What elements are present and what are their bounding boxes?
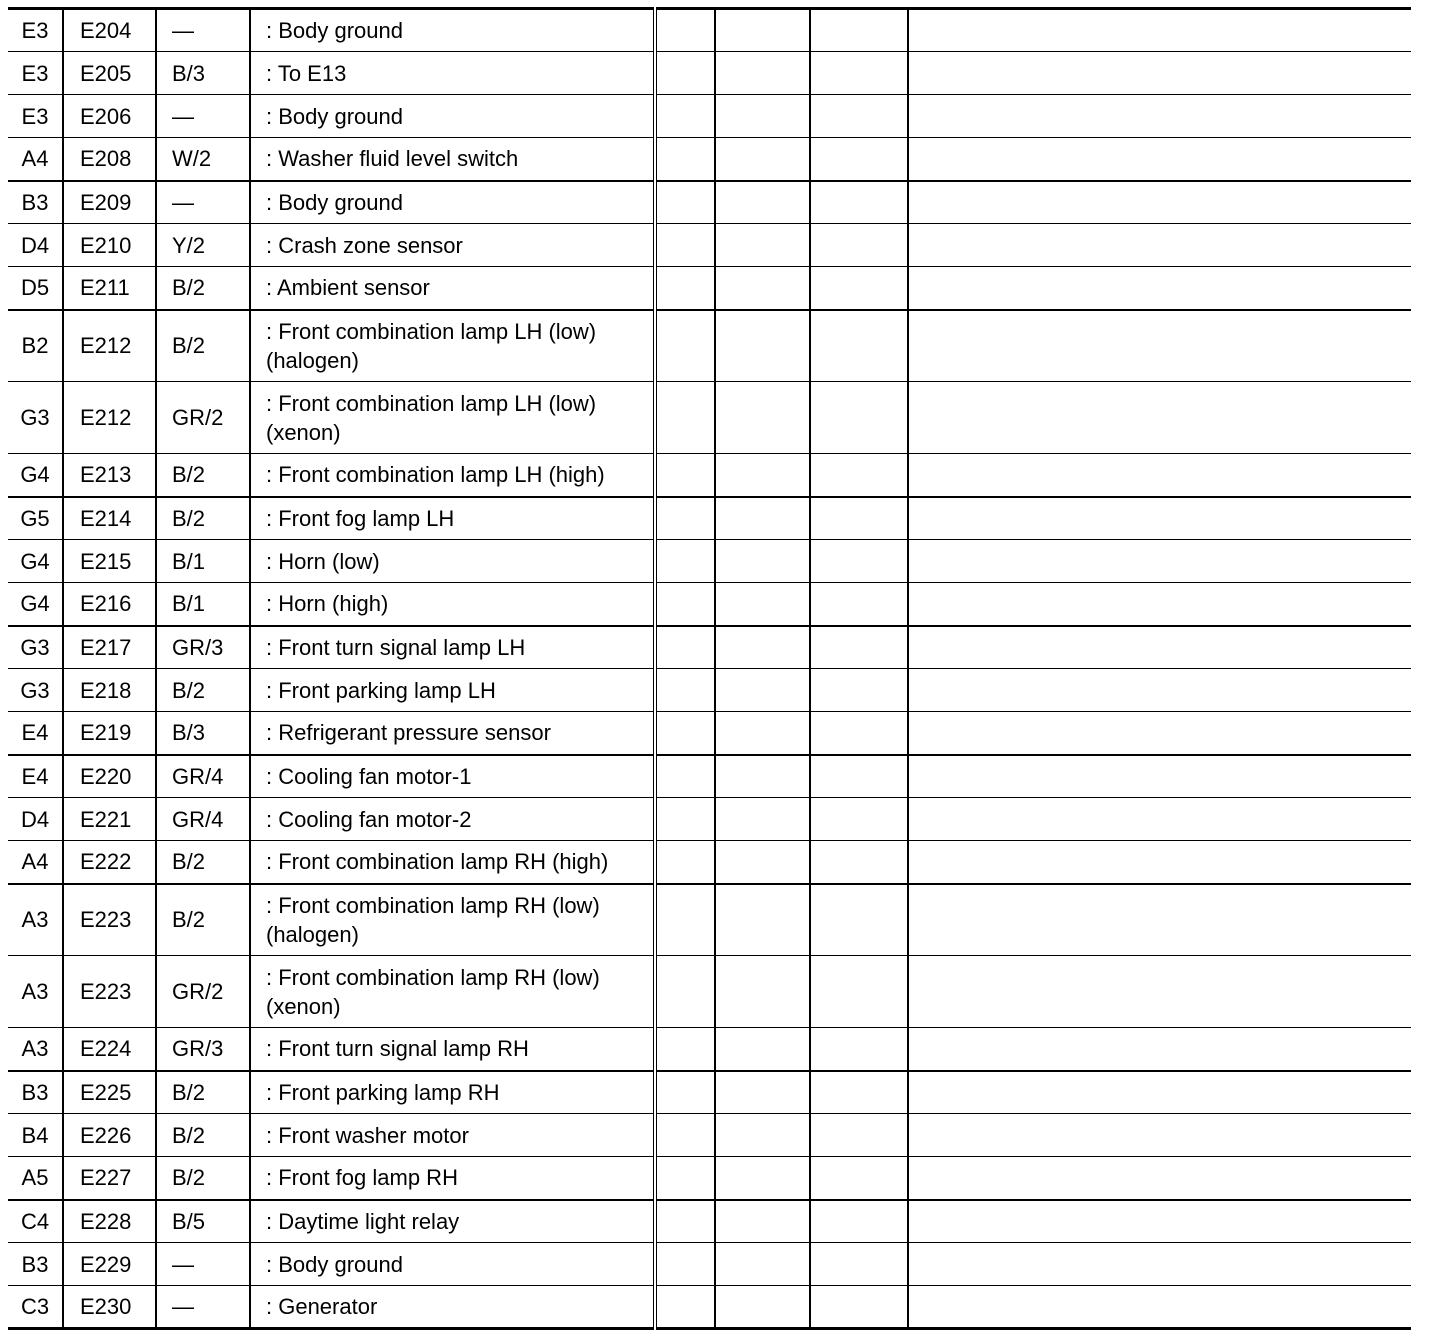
empty-cell bbox=[908, 1114, 1411, 1157]
description-cell bbox=[250, 884, 655, 956]
empty-cell bbox=[908, 9, 1411, 52]
grid-location-cell: A5 bbox=[8, 1157, 63, 1200]
connector-number-cell: E220 bbox=[63, 755, 156, 798]
grid-location-cell: G3 bbox=[8, 669, 63, 712]
table-row bbox=[8, 138, 1411, 181]
empty-cell bbox=[715, 669, 810, 712]
grid-location-cell: D4 bbox=[8, 798, 63, 841]
connector-number-cell: E223 bbox=[63, 956, 156, 1028]
grid-location-cell: G3 bbox=[8, 382, 63, 454]
empty-cell bbox=[810, 52, 908, 95]
empty-cell bbox=[715, 626, 810, 669]
empty-cell bbox=[810, 138, 908, 181]
description-line: : Crash zone sensor bbox=[266, 232, 463, 258]
description-line: (halogen) bbox=[266, 921, 359, 947]
empty-cell bbox=[908, 1157, 1411, 1200]
table-row bbox=[8, 884, 1411, 956]
table-row bbox=[8, 712, 1411, 755]
connector-color-cell: — bbox=[156, 181, 250, 224]
empty-cell bbox=[810, 224, 908, 267]
connector-number-cell: E204 bbox=[63, 9, 156, 52]
empty-cell bbox=[655, 454, 715, 497]
empty-cell bbox=[715, 9, 810, 52]
table-row bbox=[8, 95, 1411, 138]
grid-location-cell: A4 bbox=[8, 138, 63, 181]
connector-color-cell: — bbox=[156, 1286, 250, 1329]
empty-cell bbox=[655, 1200, 715, 1243]
description-line: : Refrigerant pressure sensor bbox=[266, 720, 551, 746]
empty-cell bbox=[908, 181, 1411, 224]
description-line: : Cooling fan motor-1 bbox=[266, 763, 472, 789]
empty-cell bbox=[810, 1071, 908, 1114]
table-row bbox=[8, 798, 1411, 841]
description-line: : Cooling fan motor-2 bbox=[266, 806, 472, 832]
connector-number-cell: E221 bbox=[63, 798, 156, 841]
grid-location-cell: A3 bbox=[8, 1028, 63, 1071]
grid-location-cell: E3 bbox=[8, 52, 63, 95]
empty-cell bbox=[715, 1157, 810, 1200]
empty-cell bbox=[908, 454, 1411, 497]
connector-number-cell: E215 bbox=[63, 540, 156, 583]
empty-cell bbox=[715, 798, 810, 841]
connector-number-cell: E206 bbox=[63, 95, 156, 138]
grid-location-cell: E4 bbox=[8, 755, 63, 798]
empty-cell bbox=[715, 1243, 810, 1286]
connector-color-cell: GR/3 bbox=[156, 626, 250, 669]
description-cell bbox=[250, 540, 655, 583]
description-cell bbox=[250, 1286, 655, 1329]
description-cell bbox=[250, 224, 655, 267]
grid-location-cell: E3 bbox=[8, 95, 63, 138]
connector-color-cell: B/2 bbox=[156, 310, 250, 382]
empty-cell bbox=[810, 1200, 908, 1243]
connector-color-cell: — bbox=[156, 95, 250, 138]
description-cell bbox=[250, 181, 655, 224]
empty-cell bbox=[715, 1286, 810, 1329]
empty-cell bbox=[810, 712, 908, 755]
empty-cell bbox=[908, 382, 1411, 454]
empty-cell bbox=[655, 9, 715, 52]
empty-cell bbox=[810, 310, 908, 382]
table-row bbox=[8, 382, 1411, 454]
grid-location-cell: A3 bbox=[8, 884, 63, 956]
connector-number-cell: E214 bbox=[63, 497, 156, 540]
empty-cell bbox=[715, 224, 810, 267]
description-cell bbox=[250, 52, 655, 95]
connector-number-cell: E210 bbox=[63, 224, 156, 267]
description-cell bbox=[250, 1200, 655, 1243]
connector-color-cell: Y/2 bbox=[156, 224, 250, 267]
description-cell bbox=[250, 454, 655, 497]
empty-cell bbox=[715, 755, 810, 798]
empty-cell bbox=[715, 267, 810, 310]
grid-location-cell: B3 bbox=[8, 181, 63, 224]
description-line: : Front parking lamp LH bbox=[266, 677, 496, 703]
empty-cell bbox=[655, 267, 715, 310]
grid-location-cell: E3 bbox=[8, 9, 63, 52]
empty-cell bbox=[715, 310, 810, 382]
grid-location-cell: C3 bbox=[8, 1286, 63, 1329]
description-line: : Body ground bbox=[266, 1251, 403, 1277]
empty-cell bbox=[655, 712, 715, 755]
connector-number-cell: E227 bbox=[63, 1157, 156, 1200]
empty-cell bbox=[908, 1286, 1411, 1329]
connector-color-cell: B/2 bbox=[156, 1157, 250, 1200]
empty-cell bbox=[908, 841, 1411, 884]
empty-cell bbox=[655, 755, 715, 798]
description-line: : Front parking lamp RH bbox=[266, 1079, 500, 1105]
empty-cell bbox=[810, 626, 908, 669]
table-row bbox=[8, 626, 1411, 669]
connector-color-cell: — bbox=[156, 1243, 250, 1286]
empty-cell bbox=[715, 841, 810, 884]
table-row bbox=[8, 755, 1411, 798]
empty-cell bbox=[810, 540, 908, 583]
connector-number-cell: E230 bbox=[63, 1286, 156, 1329]
empty-cell bbox=[810, 583, 908, 626]
connector-color-cell: B/2 bbox=[156, 669, 250, 712]
empty-cell bbox=[810, 956, 908, 1028]
description-line: : Front turn signal lamp RH bbox=[266, 1036, 529, 1062]
empty-cell bbox=[715, 382, 810, 454]
empty-cell bbox=[715, 583, 810, 626]
connector-number-cell: E218 bbox=[63, 669, 156, 712]
description-cell bbox=[250, 841, 655, 884]
description-line: : Front combination lamp RH (high) bbox=[266, 849, 609, 875]
table-row bbox=[8, 841, 1411, 884]
connector-number-cell: E213 bbox=[63, 454, 156, 497]
empty-cell bbox=[715, 52, 810, 95]
connector-color-cell: B/1 bbox=[156, 540, 250, 583]
empty-cell bbox=[655, 540, 715, 583]
description-line: : Front combination lamp LH (high) bbox=[266, 462, 605, 488]
empty-cell bbox=[715, 884, 810, 956]
description-line: : Daytime light relay bbox=[266, 1208, 460, 1234]
empty-cell bbox=[810, 1028, 908, 1071]
empty-cell bbox=[810, 669, 908, 712]
description-line: : To E13 bbox=[266, 60, 347, 86]
empty-cell bbox=[908, 669, 1411, 712]
empty-cell bbox=[810, 884, 908, 956]
empty-cell bbox=[810, 1114, 908, 1157]
empty-cell bbox=[655, 1157, 715, 1200]
empty-cell bbox=[908, 138, 1411, 181]
description-line: : Front turn signal lamp LH bbox=[266, 634, 526, 660]
empty-cell bbox=[715, 956, 810, 1028]
description-cell bbox=[250, 798, 655, 841]
connector-number-cell: E222 bbox=[63, 841, 156, 884]
empty-cell bbox=[655, 798, 715, 841]
connector-color-cell: B/2 bbox=[156, 454, 250, 497]
connector-list-table bbox=[8, 7, 1411, 1330]
table-row bbox=[8, 1243, 1411, 1286]
empty-cell bbox=[810, 267, 908, 310]
table-row bbox=[8, 497, 1411, 540]
empty-cell bbox=[715, 1114, 810, 1157]
empty-cell bbox=[655, 1114, 715, 1157]
description-line: : Body ground bbox=[266, 189, 403, 215]
description-line: (xenon) bbox=[266, 993, 341, 1019]
connector-color-cell: B/2 bbox=[156, 267, 250, 310]
empty-cell bbox=[655, 884, 715, 956]
grid-location-cell: C4 bbox=[8, 1200, 63, 1243]
empty-cell bbox=[655, 224, 715, 267]
empty-cell bbox=[715, 138, 810, 181]
description-cell bbox=[250, 626, 655, 669]
empty-cell bbox=[908, 95, 1411, 138]
connector-color-cell: GR/2 bbox=[156, 956, 250, 1028]
empty-cell bbox=[810, 1286, 908, 1329]
grid-location-cell: B2 bbox=[8, 310, 63, 382]
table-row bbox=[8, 540, 1411, 583]
empty-cell bbox=[655, 382, 715, 454]
grid-location-cell: D4 bbox=[8, 224, 63, 267]
table-row bbox=[8, 454, 1411, 497]
empty-cell bbox=[810, 1157, 908, 1200]
description-cell bbox=[250, 669, 655, 712]
connector-number-cell: E209 bbox=[63, 181, 156, 224]
table-row bbox=[8, 1028, 1411, 1071]
empty-cell bbox=[655, 138, 715, 181]
table-row bbox=[8, 267, 1411, 310]
table-row bbox=[8, 956, 1411, 1028]
description-line: : Front combination lamp RH (low) bbox=[266, 892, 600, 918]
empty-cell bbox=[810, 755, 908, 798]
empty-cell bbox=[908, 540, 1411, 583]
connector-number-cell: E216 bbox=[63, 583, 156, 626]
empty-cell bbox=[908, 1200, 1411, 1243]
table-row bbox=[8, 310, 1411, 382]
connector-color-cell: B/2 bbox=[156, 497, 250, 540]
empty-cell bbox=[715, 181, 810, 224]
description-line: : Generator bbox=[266, 1294, 378, 1319]
empty-cell bbox=[655, 95, 715, 138]
description-cell bbox=[250, 497, 655, 540]
description-cell bbox=[250, 712, 655, 755]
table-body bbox=[8, 9, 1411, 1329]
empty-cell bbox=[908, 224, 1411, 267]
connector-color-cell: GR/4 bbox=[156, 755, 250, 798]
description-cell bbox=[250, 267, 655, 310]
connector-number-cell: E219 bbox=[63, 712, 156, 755]
empty-cell bbox=[655, 52, 715, 95]
empty-cell bbox=[810, 95, 908, 138]
connector-color-cell: B/1 bbox=[156, 583, 250, 626]
empty-cell bbox=[810, 382, 908, 454]
connector-color-cell: B/2 bbox=[156, 1071, 250, 1114]
description-cell bbox=[250, 9, 655, 52]
connector-number-cell: E205 bbox=[63, 52, 156, 95]
empty-cell bbox=[655, 497, 715, 540]
empty-cell bbox=[655, 1028, 715, 1071]
empty-cell bbox=[715, 497, 810, 540]
description-cell bbox=[250, 1071, 655, 1114]
description-line: : Front washer motor bbox=[266, 1122, 469, 1148]
empty-cell bbox=[655, 841, 715, 884]
empty-cell bbox=[655, 1243, 715, 1286]
table-row bbox=[8, 669, 1411, 712]
connector-number-cell: E225 bbox=[63, 1071, 156, 1114]
description-line: : Horn (high) bbox=[266, 591, 389, 617]
connector-color-cell: B/2 bbox=[156, 884, 250, 956]
empty-cell bbox=[715, 540, 810, 583]
grid-location-cell: G4 bbox=[8, 540, 63, 583]
empty-cell bbox=[655, 1071, 715, 1114]
grid-location-cell: A4 bbox=[8, 841, 63, 884]
description-cell bbox=[250, 1114, 655, 1157]
table-row bbox=[8, 583, 1411, 626]
description-line: (halogen) bbox=[266, 347, 359, 373]
description-cell bbox=[250, 310, 655, 382]
empty-cell bbox=[908, 267, 1411, 310]
empty-cell bbox=[908, 626, 1411, 669]
empty-cell bbox=[655, 310, 715, 382]
empty-cell bbox=[715, 712, 810, 755]
empty-cell bbox=[810, 454, 908, 497]
grid-location-cell: G5 bbox=[8, 497, 63, 540]
empty-cell bbox=[908, 583, 1411, 626]
description-line: : Front combination lamp LH (low) bbox=[266, 390, 597, 416]
empty-cell bbox=[810, 497, 908, 540]
empty-cell bbox=[655, 1286, 715, 1329]
empty-cell bbox=[908, 884, 1411, 956]
empty-cell bbox=[810, 798, 908, 841]
description-cell bbox=[250, 956, 655, 1028]
grid-location-cell: B4 bbox=[8, 1114, 63, 1157]
connector-number-cell: E212 bbox=[63, 382, 156, 454]
grid-location-cell: E4 bbox=[8, 712, 63, 755]
connector-number-cell: E224 bbox=[63, 1028, 156, 1071]
description-cell bbox=[250, 1028, 655, 1071]
connector-color-cell: GR/2 bbox=[156, 382, 250, 454]
empty-cell bbox=[810, 841, 908, 884]
connector-color-cell: B/3 bbox=[156, 52, 250, 95]
grid-location-cell: B3 bbox=[8, 1071, 63, 1114]
connector-number-cell: E208 bbox=[63, 138, 156, 181]
grid-location-cell: D5 bbox=[8, 267, 63, 310]
description-line: : Horn (low) bbox=[266, 548, 380, 574]
empty-cell bbox=[715, 95, 810, 138]
grid-location-cell: G4 bbox=[8, 454, 63, 497]
connector-number-cell: E211 bbox=[63, 267, 156, 310]
empty-cell bbox=[810, 1243, 908, 1286]
empty-cell bbox=[655, 956, 715, 1028]
connector-color-cell: W/2 bbox=[156, 138, 250, 181]
empty-cell bbox=[655, 626, 715, 669]
table-row bbox=[8, 224, 1411, 267]
description-cell bbox=[250, 1157, 655, 1200]
description-cell bbox=[250, 1243, 655, 1286]
description-line: (xenon) bbox=[266, 419, 341, 445]
empty-cell bbox=[908, 310, 1411, 382]
empty-cell bbox=[908, 755, 1411, 798]
table-row bbox=[8, 1200, 1411, 1243]
description-cell bbox=[250, 755, 655, 798]
connector-number-cell: E212 bbox=[63, 310, 156, 382]
connector-color-cell: GR/4 bbox=[156, 798, 250, 841]
connector-color-cell: B/2 bbox=[156, 841, 250, 884]
empty-cell bbox=[908, 712, 1411, 755]
empty-cell bbox=[908, 52, 1411, 95]
description-line: : Front fog lamp LH bbox=[266, 505, 455, 531]
table-row bbox=[8, 181, 1411, 224]
table-row bbox=[8, 1071, 1411, 1114]
description-line: : Front fog lamp RH bbox=[266, 1165, 458, 1191]
empty-cell bbox=[908, 1243, 1411, 1286]
description-cell bbox=[250, 583, 655, 626]
empty-cell bbox=[715, 1028, 810, 1071]
empty-cell bbox=[715, 454, 810, 497]
table-row bbox=[8, 52, 1411, 95]
empty-cell bbox=[908, 798, 1411, 841]
table-row bbox=[8, 1286, 1411, 1329]
description-line: : Front combination lamp RH (low) bbox=[266, 964, 600, 990]
empty-cell bbox=[655, 583, 715, 626]
connector-color-cell: B/2 bbox=[156, 1114, 250, 1157]
connector-color-cell: GR/3 bbox=[156, 1028, 250, 1071]
grid-location-cell: G3 bbox=[8, 626, 63, 669]
connector-number-cell: E228 bbox=[63, 1200, 156, 1243]
description-line: : Washer fluid level switch bbox=[266, 146, 519, 172]
description-line: : Front combination lamp LH (low) bbox=[266, 318, 597, 344]
table-row bbox=[8, 1157, 1411, 1200]
description-line: : Body ground bbox=[266, 103, 403, 129]
description-cell bbox=[250, 95, 655, 138]
empty-cell bbox=[810, 181, 908, 224]
connector-number-cell: E229 bbox=[63, 1243, 156, 1286]
grid-location-cell: A3 bbox=[8, 956, 63, 1028]
empty-cell bbox=[715, 1200, 810, 1243]
connector-number-cell: E217 bbox=[63, 626, 156, 669]
empty-cell bbox=[715, 1071, 810, 1114]
connector-number-cell: E223 bbox=[63, 884, 156, 956]
description-line: : Body ground bbox=[266, 18, 403, 43]
description-line: : Ambient sensor bbox=[266, 275, 430, 301]
empty-cell bbox=[908, 956, 1411, 1028]
connector-color-cell: B/3 bbox=[156, 712, 250, 755]
connector-color-cell: — bbox=[156, 9, 250, 52]
table-row bbox=[8, 9, 1411, 52]
grid-location-cell: B3 bbox=[8, 1243, 63, 1286]
empty-cell bbox=[908, 497, 1411, 540]
empty-cell bbox=[655, 669, 715, 712]
table-row bbox=[8, 1114, 1411, 1157]
description-cell bbox=[250, 382, 655, 454]
empty-cell bbox=[908, 1028, 1411, 1071]
empty-cell bbox=[908, 1071, 1411, 1114]
description-cell bbox=[250, 138, 655, 181]
grid-location-cell: G4 bbox=[8, 583, 63, 626]
connector-number-cell: E226 bbox=[63, 1114, 156, 1157]
connector-color-cell: B/5 bbox=[156, 1200, 250, 1243]
empty-cell bbox=[655, 181, 715, 224]
empty-cell bbox=[810, 9, 908, 52]
